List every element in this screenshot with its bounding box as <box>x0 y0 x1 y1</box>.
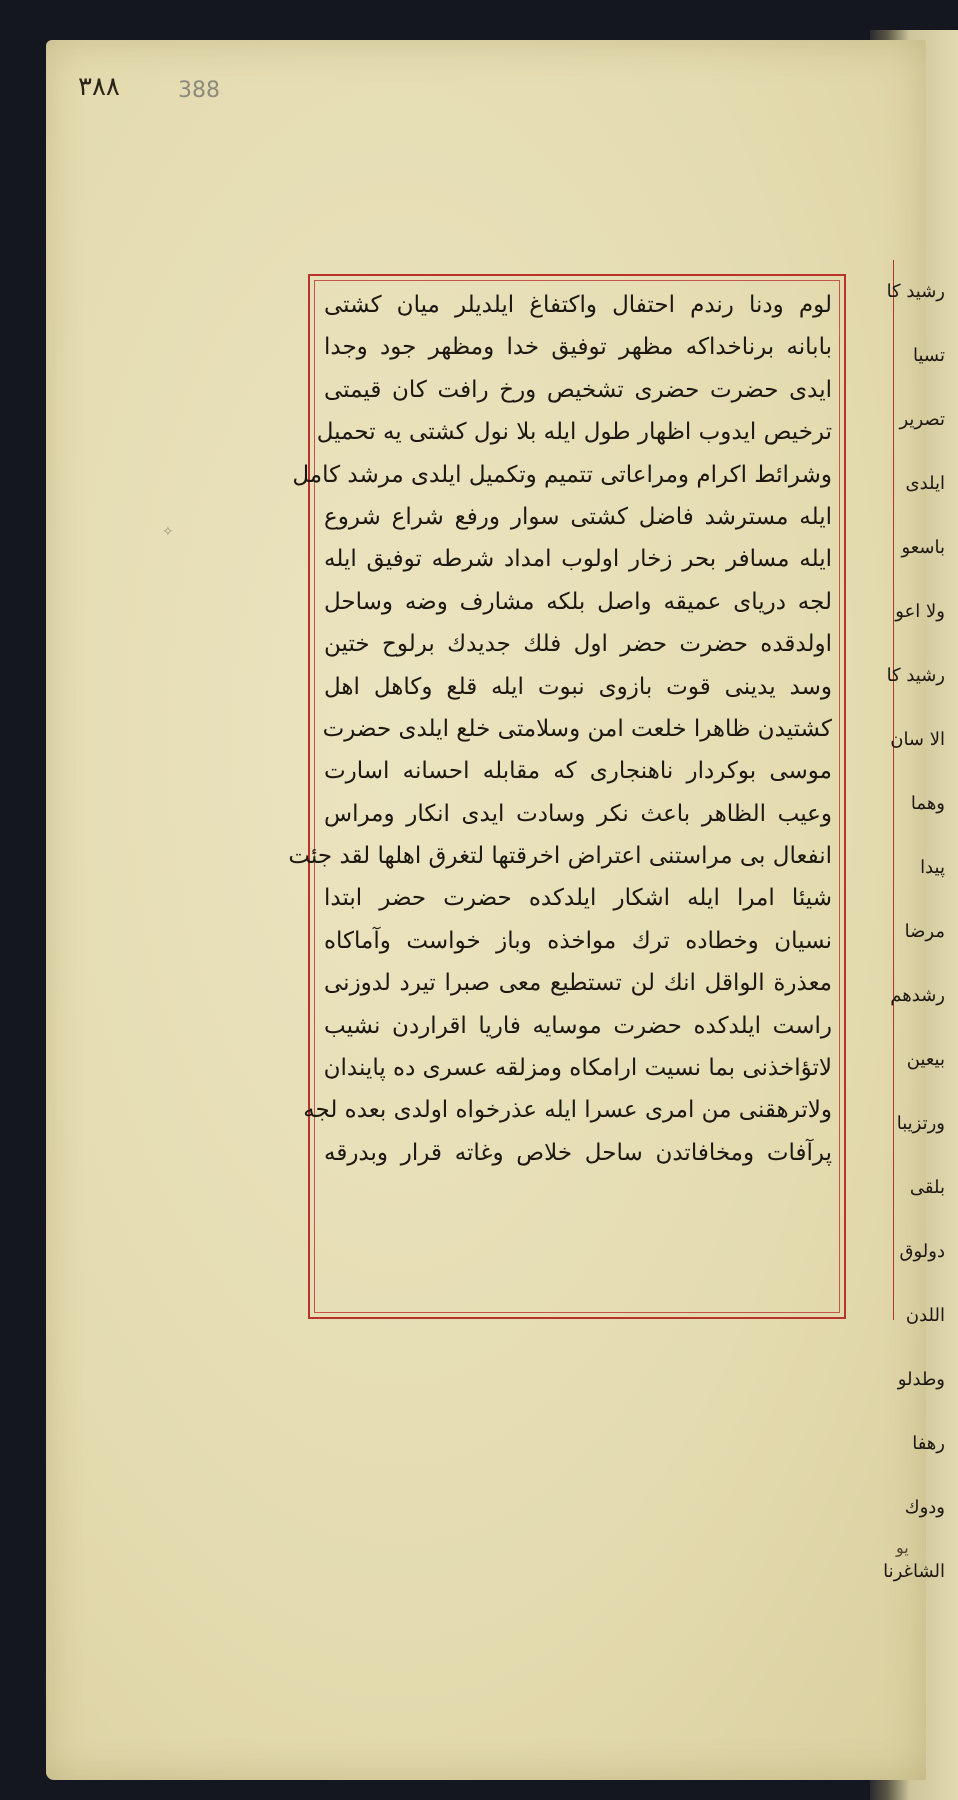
text-line: ولاترهقنى من امرى عسرا ايله عذرخواه اولدى بعده لجه <box>303 1097 832 1124</box>
text-line: معذرة الواقل انك لن تستطيع معى صبرا تيرد لدوزنى <box>324 970 832 997</box>
margin-line: تصرير <box>899 409 945 430</box>
margin-line: الشاغرنا <box>883 1561 945 1582</box>
margin-line: ايلدى <box>905 473 945 494</box>
margin-line: اللدن <box>905 1305 945 1326</box>
text-line: ايله مسترشد فاضل كشتى سوار ورفع شراع شروع <box>324 503 832 530</box>
margin-line: وهما <box>910 793 945 814</box>
margin-line: رشدهم <box>890 985 945 1006</box>
text-line: اولدقده حضرت حضر اول فلك جديدك برلوح ختين <box>324 631 832 658</box>
margin-line: ولا اعو <box>895 601 945 622</box>
text-line: ترخيص ايدوب اظهار طول ايله بلا نول كشتى يه تحميل <box>316 419 832 446</box>
text-line: لاتؤاخذنى بما نسيت ارامكاه ومزلقه عسرى ده پايندان <box>323 1055 832 1082</box>
margin-line: وطدلو <box>897 1369 945 1390</box>
margin-line: تسيا <box>913 345 945 366</box>
text-line: وسد يدينى قوت بازوى نبوت ايله قلع وكاهل اهل <box>324 673 832 700</box>
catchword: يو <box>896 1538 909 1557</box>
text-line: لجه دريای عميقه واصل بلكه مشارف وضه وساحل <box>324 588 832 615</box>
text-block <box>288 284 832 1307</box>
text-frame <box>288 274 846 1319</box>
margin-line: پيدا <box>920 857 945 878</box>
text-line: راست ايلدكده حضرت موسايه فاريا اقراردن نشيب <box>324 1012 832 1039</box>
margin-line: ودوك <box>904 1497 945 1518</box>
folio-pencil-number: 388 <box>178 78 220 103</box>
margin-line: رهفا <box>912 1433 945 1454</box>
page-smudge-mark: ✧ <box>162 524 174 540</box>
margin-line: الا سان <box>890 729 945 750</box>
text-line: ايدى حضرت حضرى تشخيص ورخ رافت كان قيمتى <box>324 376 832 403</box>
margin-line: باسعو <box>901 537 945 558</box>
text-line: ايله مسافر بحر زخار اولوب امداد شرطه توفيق ايله <box>324 546 832 573</box>
text-line: انفعال بى مراستنى اعتراض اخرقتها لتغرق اهلها لقد جئت <box>288 843 832 870</box>
margin-line: مرضا <box>904 921 945 942</box>
margin-line: رشيد كا <box>886 281 945 302</box>
text-line: پرآفات ومخافاتدن ساحل خلاص وغاته قرار وبدرقه <box>324 1139 832 1166</box>
margin-line: دولوق <box>899 1241 945 1262</box>
text-line: وعيب الظاهر باعث نكر وسادت ايدى انكار ومراس <box>324 800 832 827</box>
text-line: نسيان وخطاده ترك مواخذه وباز خواست وآماكاه <box>324 927 832 954</box>
margin-line: بلقى <box>909 1177 945 1198</box>
text-line: كشتيدن ظاهرا خلعت امن وسلامتى خلع ايلدى حضرت <box>322 715 832 742</box>
folio-number: ٣٨٨ <box>78 72 120 102</box>
margin-line: بيعين <box>906 1049 945 1070</box>
margin-line: ورتزيبا <box>896 1113 945 1134</box>
text-line: موسى بوكردار ناهنجارى كه مقابله احسانه اسارت <box>324 758 832 785</box>
text-line: شيئا امرا ايله اشكار ايلدكده حضرت حضر ابتدا <box>324 885 832 912</box>
text-line: لوم ودنا رندم احتفال واكتفاغ ايلديلر ميان كشتى <box>324 292 832 318</box>
text-line: بابانه برناخداكه مظهر توفيق خدا ومظهر جود وجدا <box>324 334 832 361</box>
margin-line: رشيد كا <box>886 665 945 686</box>
text-line: وشرائط اكرام ومراعاتى تتميم وتكميل ايلدى مرشد كامل <box>292 461 832 488</box>
